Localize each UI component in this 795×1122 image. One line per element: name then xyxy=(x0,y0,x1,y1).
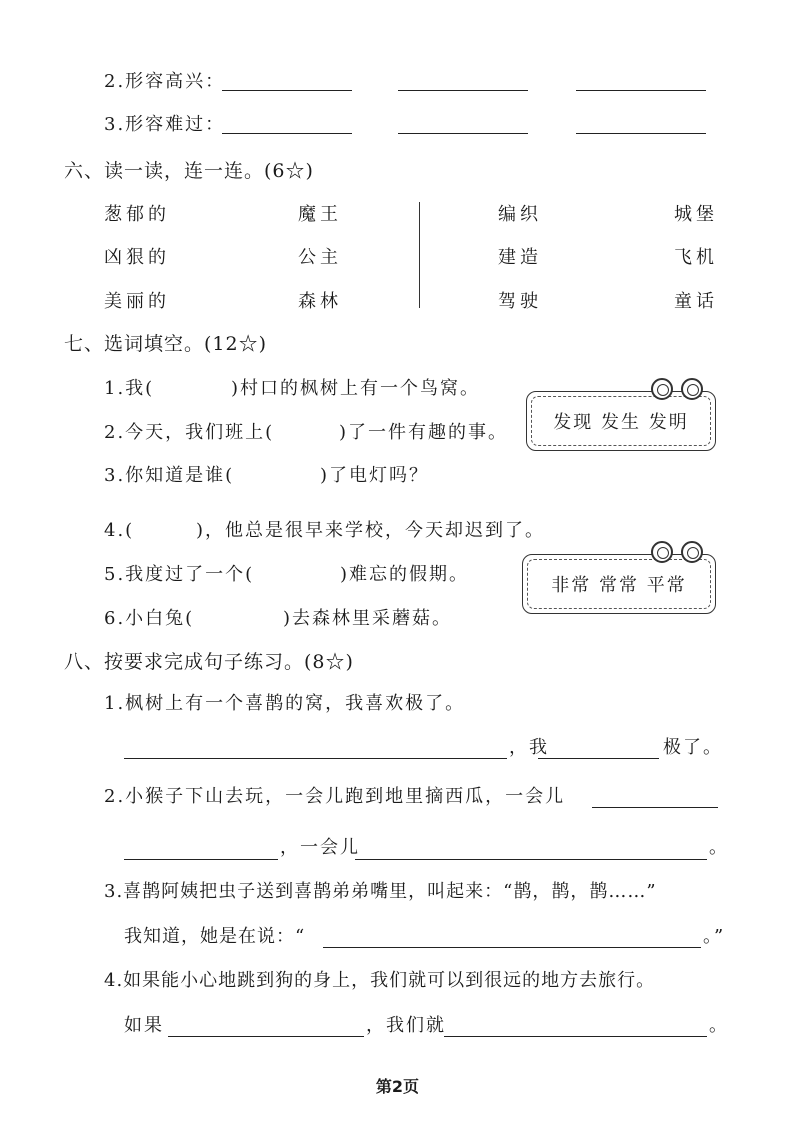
s8-q4-end: 。 xyxy=(709,1015,729,1036)
match-right-word: 编织 xyxy=(498,204,542,225)
q2-text-a: 2.今天，我们班上( xyxy=(104,422,275,443)
s8-q2-mid: ，一会儿 xyxy=(280,837,360,858)
blank-sad-1[interactable] xyxy=(222,133,352,134)
match-left-target: 公主 xyxy=(298,247,342,268)
section-6-title: 六、读一读，连一连。(6☆) xyxy=(64,160,314,182)
q1-text-b: )村口的枫树上有一个鸟窝。 xyxy=(231,378,481,399)
s8-q2-blank-2[interactable] xyxy=(124,859,278,860)
blank-happy-2[interactable] xyxy=(398,90,528,91)
blank-sad-3[interactable] xyxy=(576,133,706,134)
column-divider xyxy=(419,202,420,308)
match-left-word: 葱郁的 xyxy=(104,204,170,225)
word-bank-box-1 xyxy=(526,391,716,451)
blank-happy-1[interactable] xyxy=(222,90,352,91)
match-left-word: 美丽的 xyxy=(104,291,170,312)
q6-text-b: )去森林里采蘑菇。 xyxy=(283,608,453,629)
s8-q3-text: 3.喜鹊阿姨把虫子送到喜鹊弟弟嘴里，叫起来：“鹊，鹊，鹊……” xyxy=(104,881,657,902)
section-7-title: 七、选词填空。(12☆) xyxy=(64,333,268,355)
match-right-word: 建造 xyxy=(498,247,542,268)
match-left-target: 魔王 xyxy=(298,204,342,225)
ring-icon xyxy=(681,378,703,400)
s8-q2-blank-1[interactable] xyxy=(592,807,718,808)
ring-icon xyxy=(681,541,703,563)
section-8-title: 八、按要求完成句子练习。(8☆) xyxy=(64,651,354,673)
s8-q4-blank-2[interactable] xyxy=(444,1036,707,1037)
item-sad-label: 3.形容难过： xyxy=(104,114,226,135)
q5-text-b: )难忘的假期。 xyxy=(340,564,470,585)
word-bank-words-2: 非常 常常 平常 xyxy=(551,575,687,596)
s8-q3-prompt: 我知道，她是在说：“ xyxy=(124,926,306,947)
match-right-word: 驾驶 xyxy=(498,291,542,312)
page-number: 第2页 xyxy=(375,1077,420,1096)
match-right-target: 飞机 xyxy=(674,247,718,268)
s8-q4-if: 如果 xyxy=(124,1015,164,1036)
q1-text-a: 1.我( xyxy=(104,378,155,399)
match-left-target: 森林 xyxy=(298,291,342,312)
s8-q2-blank-3[interactable] xyxy=(355,859,707,860)
s8-q2-text: 2.小猴子下山去玩，一会儿跑到地里摘西瓜，一会儿 xyxy=(104,786,566,807)
s8-q1-blank-1[interactable] xyxy=(124,758,507,759)
s8-q1-end: 极了。 xyxy=(663,737,723,758)
s8-q4-we: ，我们就 xyxy=(366,1015,446,1036)
q4-text-b: )，他总是很早来学校，今天却迟到了。 xyxy=(196,520,546,541)
q4-text-a: 4.( xyxy=(104,520,135,541)
s8-q1-blank-2[interactable] xyxy=(538,758,659,759)
q3-text-a: 3.你知道是谁( xyxy=(104,465,235,486)
item-happy-label: 2.形容高兴： xyxy=(104,71,226,92)
s8-q4-blank-1[interactable] xyxy=(168,1036,364,1037)
s8-q1-text: 1.枫树上有一个喜鹊的窝，我喜欢极了。 xyxy=(104,693,466,714)
word-bank-box-2 xyxy=(522,554,716,614)
blank-sad-2[interactable] xyxy=(398,133,528,134)
match-right-target: 城堡 xyxy=(674,204,718,225)
s8-q3-end: 。” xyxy=(703,926,726,947)
s8-q4-text: 4.如果能小心地跳到狗的身上，我们就可以到很远的地方去旅行。 xyxy=(104,970,656,991)
q3-text-b: )了电灯吗？ xyxy=(320,465,430,486)
s8-q2-end: 。 xyxy=(709,837,729,858)
q6-text-a: 6.小白兔( xyxy=(104,608,195,629)
ring-icon xyxy=(651,378,673,400)
q2-text-b: )了一件有趣的事。 xyxy=(339,422,509,443)
q5-text-a: 5.我度过了一个( xyxy=(104,564,255,585)
s8-q1-mid: ，我 xyxy=(509,737,549,758)
match-left-word: 凶狠的 xyxy=(104,247,170,268)
match-right-target: 童话 xyxy=(674,291,718,312)
ring-icon xyxy=(651,541,673,563)
s8-q3-blank[interactable] xyxy=(323,947,701,948)
blank-happy-3[interactable] xyxy=(576,90,706,91)
word-bank-words-1: 发现 发生 发明 xyxy=(553,412,689,433)
